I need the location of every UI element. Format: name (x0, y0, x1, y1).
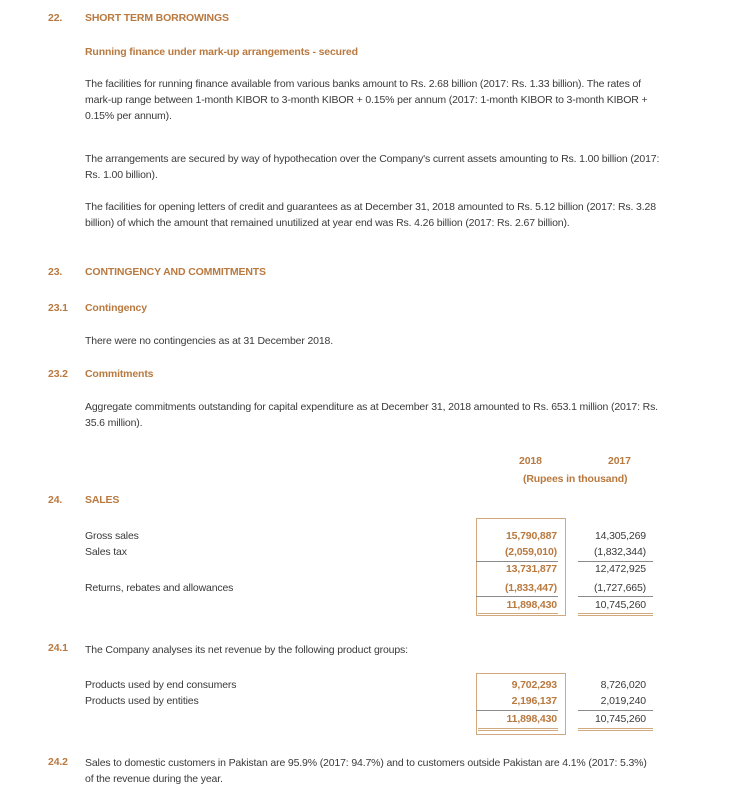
section-number: 23.1 (48, 302, 68, 314)
section-number: 24.1 (48, 642, 68, 654)
paragraph: The arrangements are secured by way of hypothecation over the Company's current assets amounting to Rs. 1.00 billion (2017: Rs. 1.00 billion). (85, 153, 660, 181)
value-2017: 2,019,240 (600, 695, 646, 707)
value-2017: 14,305,269 (594, 530, 646, 542)
value-2017: 10,745,260 (594, 599, 646, 611)
section-number: 24.2 (48, 756, 68, 768)
paragraph: There were no contingencies as at 31 December 2018. (85, 335, 334, 347)
subsection-title: Running finance under mark-up arrangements - secured (85, 46, 358, 58)
value-2018: (1,833,447) (504, 582, 557, 594)
value-2018: 11,898,430 (506, 713, 557, 725)
subsection-title: Contingency (85, 302, 147, 314)
value-2017: 12,472,925 (594, 563, 646, 575)
row-label: Gross sales (85, 530, 139, 542)
paragraph: The facilities for running finance available from various banks amount to Rs. 2.68 billion (2017: Rs. 1.33 billion). The rates of mark-up range between 1-month KIBOR to 3-month KIBOR + 0.15% per annum (2017: 1-month KIBOR to 3-month KIBOR + 0.15% per annum). (85, 78, 648, 122)
section-number: 23.2 (48, 368, 68, 380)
value-2018: 2,196,137 (511, 695, 557, 707)
subsection-title: Commitments (85, 368, 154, 380)
value-2017: (1,832,344) (593, 546, 646, 558)
section-title: CONTINGENCY AND COMMITMENTS (85, 266, 266, 278)
value-2018: (2,059,010) (504, 546, 557, 558)
row-label: Sales tax (85, 546, 127, 558)
row-label: Returns, rebates and allowances (85, 582, 234, 594)
value-2018: 9,702,293 (511, 679, 557, 691)
value-2018: 13,731,877 (505, 563, 557, 575)
col-header-2017: 2017 (608, 455, 631, 467)
section-number: 24. (48, 494, 63, 506)
row-label: Products used by entities (85, 695, 199, 707)
value-2017: 8,726,020 (600, 679, 646, 691)
col-header-2018: 2018 (519, 455, 542, 467)
value-2018: 11,898,430 (506, 599, 557, 611)
value-2017: 10,745,260 (594, 713, 646, 725)
row-label: Products used by end consumers (85, 679, 237, 691)
section-title: SHORT TERM BORROWINGS (85, 12, 229, 24)
paragraph: The Company analyses its net revenue by the following product groups: (85, 644, 408, 656)
section-title: SALES (85, 494, 120, 506)
paragraph: Aggregate commitments outstanding for capital expenditure as at December 31, 2018 amounted to Rs. 653.1 million (2017: Rs. 35.6 million). (85, 401, 658, 429)
unit-label: (Rupees in thousand) (523, 473, 628, 485)
paragraph: Sales to domestic customers in Pakistan are 95.9% (2017: 94.7%) and to customers outside Pakistan are 4.1% (2017: 5.3%) of the revenue during the year. (85, 757, 647, 785)
value-2018: 15,790,887 (505, 530, 557, 542)
section-number: 22. (48, 12, 63, 24)
section-number: 23. (48, 266, 63, 278)
value-2017: (1,727,665) (593, 582, 646, 594)
paragraph: The facilities for opening letters of credit and guarantees as at December 31, 2018 amounted to Rs. 5.12 billion (2017: Rs. 3.28 billion) of which the amount that remained unutilized at year end was Rs. 4.26 billion (2017: Rs. 2.67 billion). (85, 201, 656, 229)
